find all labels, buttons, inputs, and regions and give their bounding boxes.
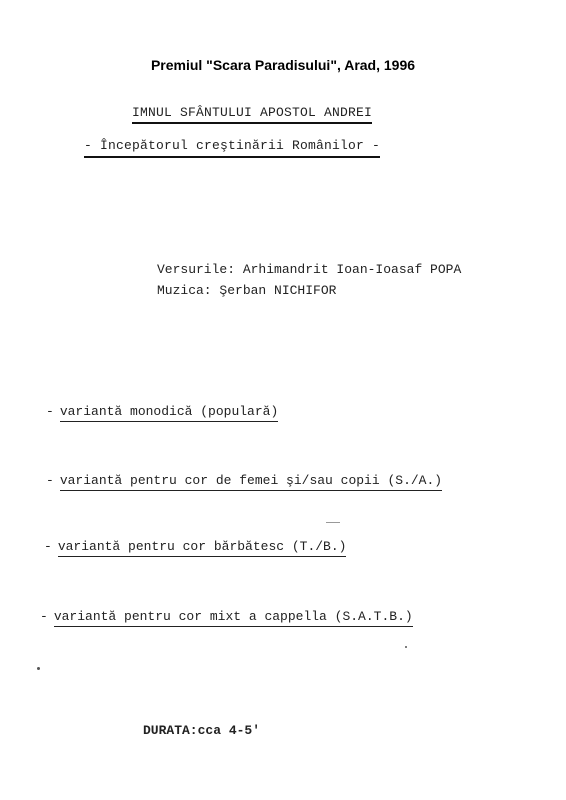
variant-item-mixed-choir (40, 609, 413, 624)
hymn-title: IMNUL SFÂNTULUI APOSTOL ANDREI (132, 105, 372, 124)
award-line: Premiul "Scara Paradisului", Arad, 1996 (150, 57, 416, 73)
duration-label: DURATA:cca 4-5' (143, 723, 261, 738)
scan-speck (37, 667, 40, 670)
variant-dash: - (46, 404, 54, 419)
lyrics-credit: Versurile: Arhimandrit Ioan-Ioasaf POPA (157, 262, 462, 277)
variant-dash: - (46, 473, 54, 488)
variant-dash: - (44, 539, 52, 554)
variant-label: variantă pentru cor mixt a cappella (S.A.T.B.) (54, 609, 413, 627)
music-credit: Muzica: Şerban NICHIFOR (157, 283, 337, 298)
variant-dash: - (40, 609, 48, 624)
scan-speck (405, 646, 407, 648)
variant-item-male-choir (44, 539, 346, 554)
variant-item-women-children-choir (46, 473, 442, 488)
hymn-subtitle: - Începătorul creştinării Românilor - (84, 138, 380, 158)
variant-label: variantă pentru cor de femei şi/sau copii (S./A.) (60, 473, 442, 491)
variant-label: variantă monodică (populară) (60, 404, 278, 422)
variant-item-monodic (46, 404, 278, 419)
variant-label: variantă pentru cor bărbătesc (T./B.) (58, 539, 347, 557)
scan-speck (326, 522, 340, 523)
credits-block (157, 259, 461, 301)
